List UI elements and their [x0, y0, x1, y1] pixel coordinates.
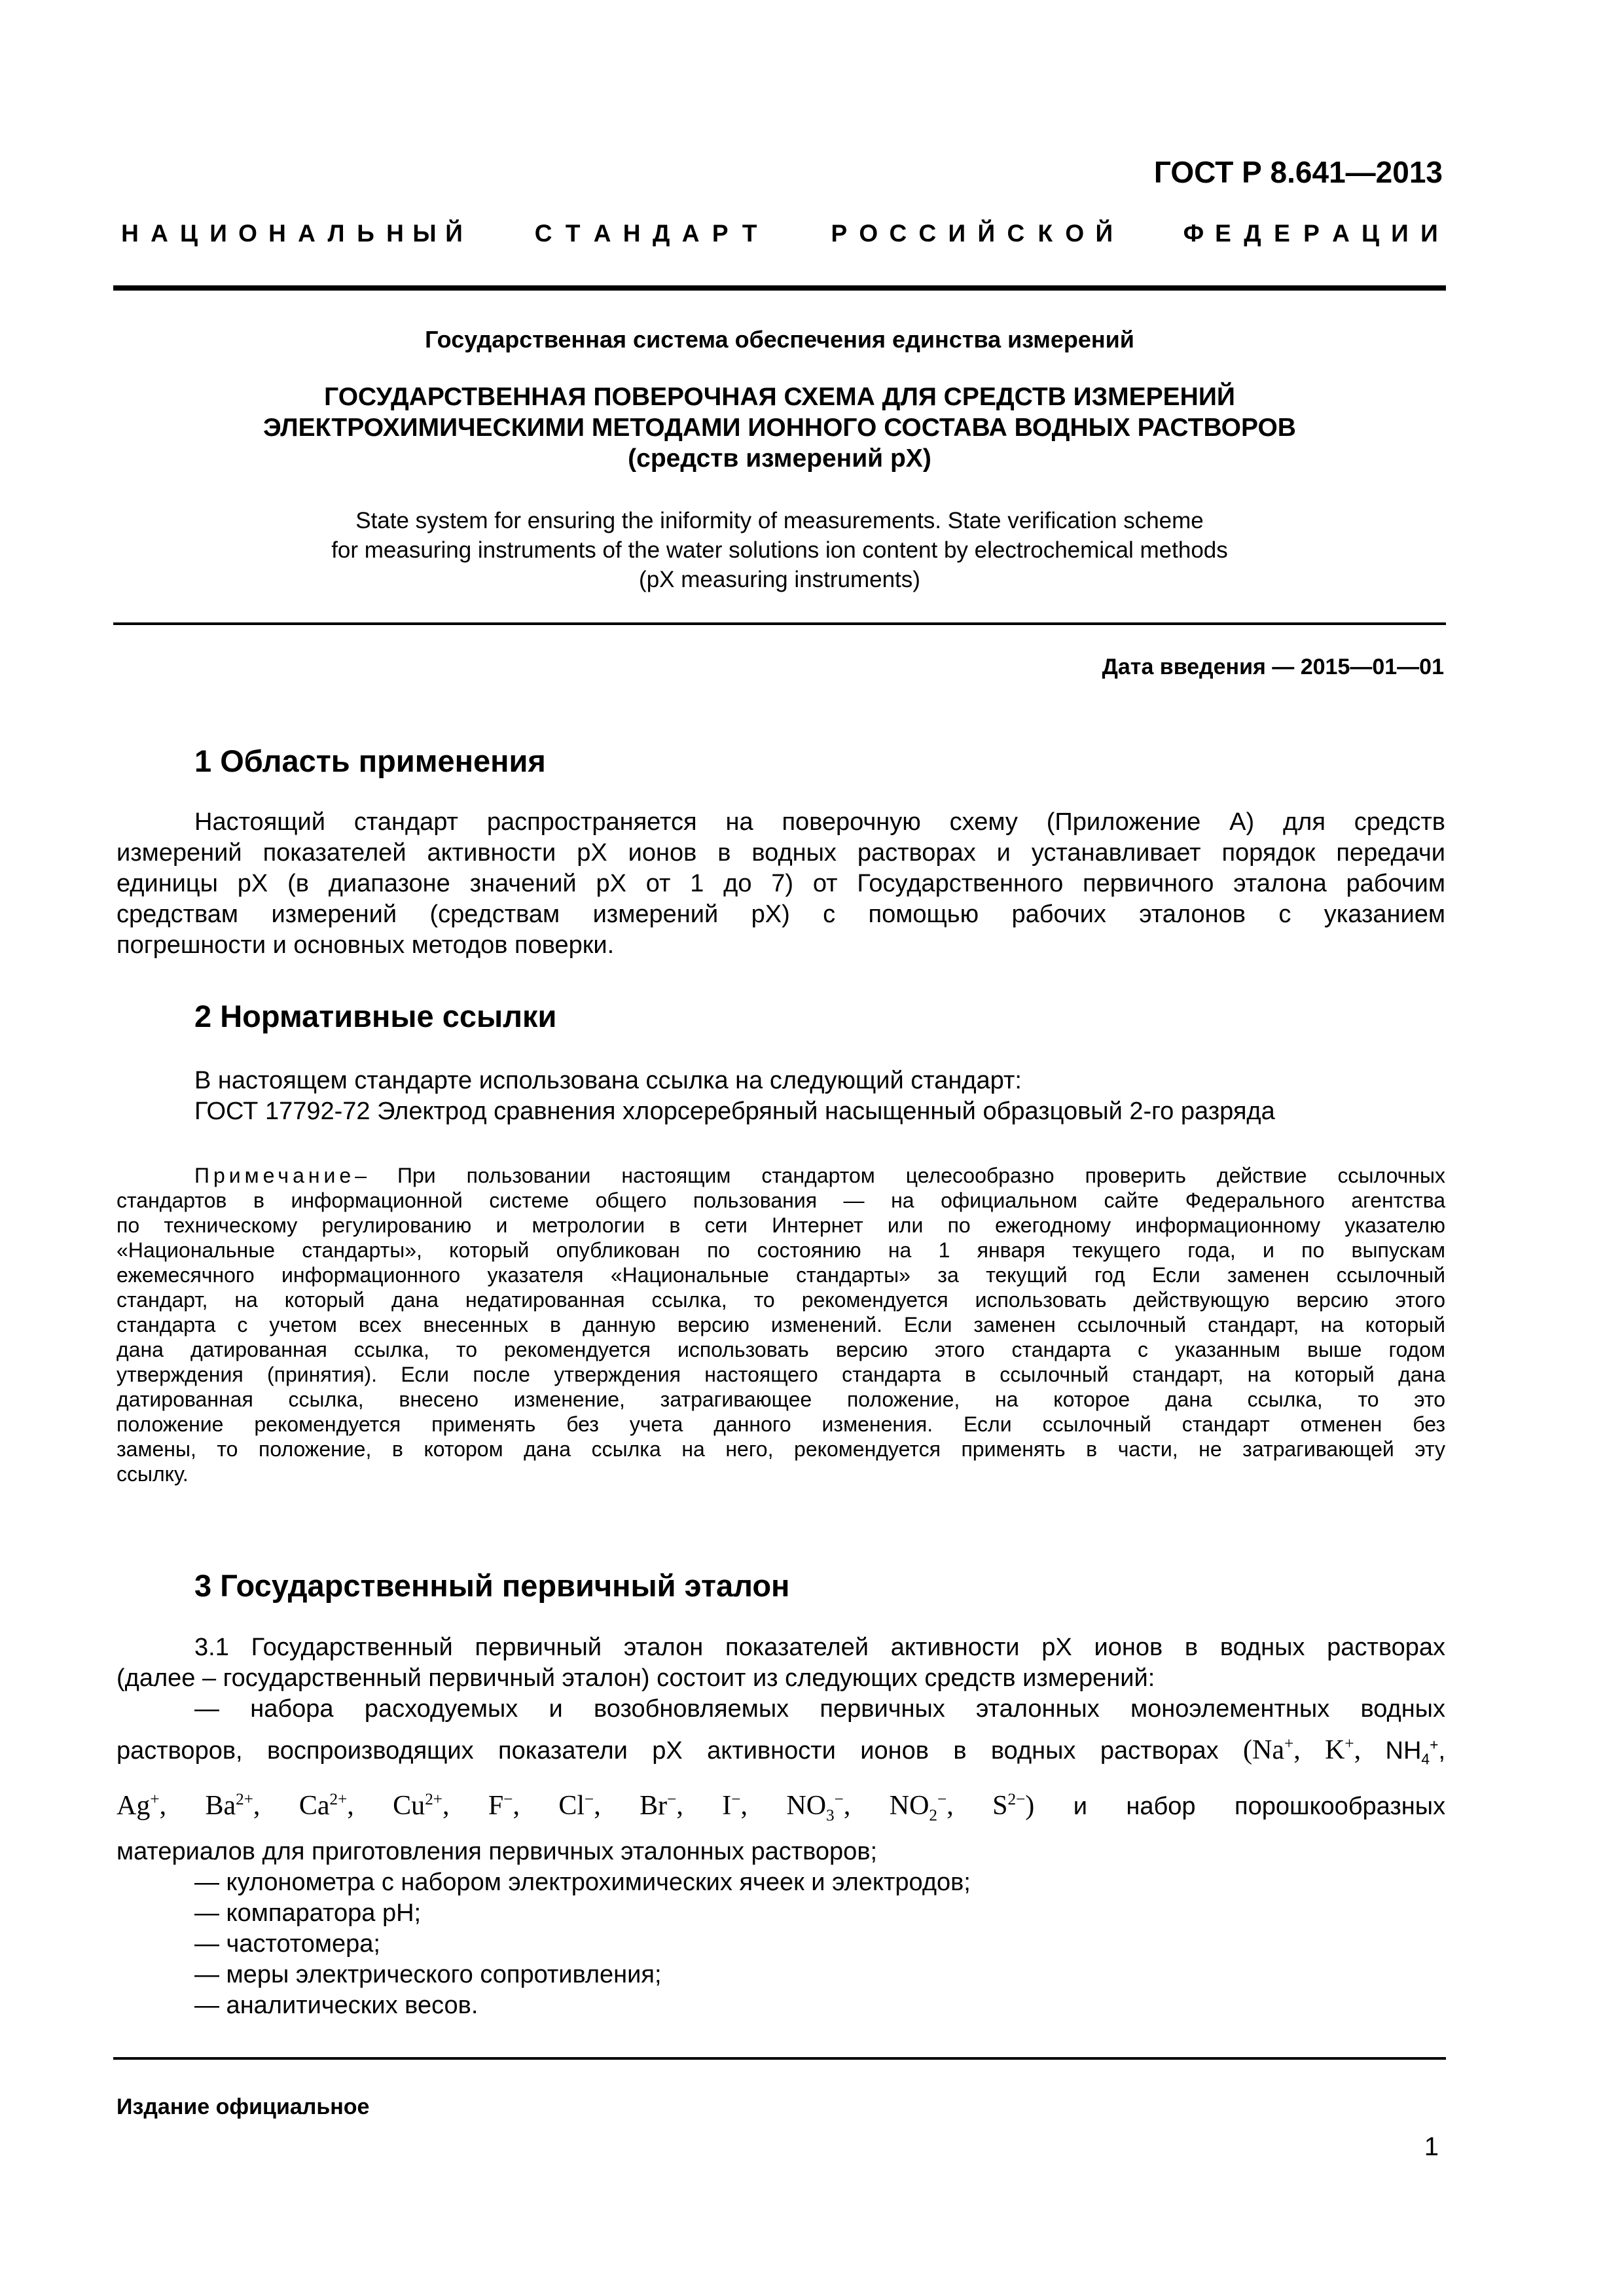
banner-letter: И	[209, 220, 227, 247]
note-line: стандарта с учетом всех внесенных в данную версию изменений. Если заменен ссылочный стандарт, на который	[117, 1313, 1445, 1336]
section-1-heading: 1 Область применения	[194, 744, 546, 778]
note-line: ссылку.	[117, 1462, 189, 1486]
paragraph-line: погрешности и основных методов поверки.	[117, 931, 615, 959]
banner-letter: Т	[742, 220, 757, 247]
list-item-line: материалов для приготовления первичных эталонных растворов;	[117, 1837, 878, 1865]
banner-letter: А	[151, 220, 168, 247]
note-line: замены, то положение, в котором дана ссылка на него, рекомендуется применять в части, не затрагивающей эту	[117, 1437, 1445, 1461]
normative-note	[117, 1163, 1445, 1486]
main-title-line: ГОСУДАРСТВЕННАЯ ПОВЕРОЧНАЯ СХЕМА ДЛЯ СРЕДСТВ ИЗМЕРЕНИЙ	[324, 383, 1235, 411]
english-title	[113, 506, 1446, 594]
page-number: 1	[1424, 2132, 1439, 2161]
banner-letter: Ы	[412, 220, 437, 247]
section-3-paragraph	[117, 1632, 1445, 2021]
ion-ca: Ca	[298, 1790, 330, 1821]
paragraph-line: В настоящем стандарте использована ссылка на следующий стандарт:	[194, 1067, 1022, 1094]
standard-banner	[115, 220, 1444, 247]
banner-letter: Т	[565, 220, 581, 247]
english-title-line: State system for ensuring the iniformity of measurements. State verification scheme	[355, 508, 1204, 533]
banner-letter: О	[1065, 220, 1085, 247]
list-item: — частотомера;	[194, 1929, 380, 1958]
note-line: положение рекомендуется применять без учета данного изменения. Если ссылочный стандарт отменен без	[117, 1412, 1445, 1436]
ion-charge: +	[150, 1790, 160, 1808]
note-line: ежемесячного информационного указателя «Национальные стандарты» за текущий год Если заменен ссылочный	[117, 1263, 1445, 1287]
list-item-line	[117, 1779, 1445, 1837]
ion-charge: +	[1284, 1735, 1294, 1753]
ion-charge: −	[834, 1790, 844, 1808]
banner-letter: И	[1391, 220, 1409, 247]
banner-word-4	[1179, 220, 1444, 247]
banner-letter: О	[238, 220, 257, 247]
ion-charge: +	[1344, 1735, 1354, 1753]
ions-intro-text: растворов, воспроизводящих показатели pX активности ионов в водных растворах	[117, 1737, 1219, 1765]
ion-formula-list-cont: Ag+, $Ba^{2+}$, $Ca^{2+}$, $Cu^{2+}$, F−, Cl−, Br−, I−, $NO_3^-$, $NO_2^-$, $S^{2-}$)	[117, 1790, 1035, 1824]
ions-tail-text: и набор порошкообразных	[1073, 1792, 1446, 1820]
banner-letter: О	[859, 220, 878, 247]
banner-letter: А	[681, 220, 700, 247]
ion-charge: −	[731, 1790, 741, 1808]
ion-br: Br	[640, 1790, 668, 1821]
title-divider	[113, 622, 1446, 625]
banner-letter: Н	[268, 220, 286, 247]
banner-letter: Ц	[1361, 220, 1379, 247]
banner-letter: А	[1332, 220, 1350, 247]
section-2-paragraph	[117, 1066, 1445, 1127]
banner-letter: Ь	[357, 220, 374, 247]
footer-divider	[113, 2057, 1446, 2060]
banner-letter: А	[593, 220, 611, 247]
ion-na: Na	[1252, 1735, 1285, 1765]
note-line: дана датированная ссылка, то рекомендуется использовать версию этого стандарта с указанным выше годом	[117, 1338, 1445, 1361]
ion-symbol: NH	[1385, 1737, 1422, 1765]
note-line: стандарт, на который дана недатированная ссылка, то рекомендуется использовать действующую версию этого	[117, 1288, 1445, 1312]
list-item: — кулонометра с набором электрохимических ячеек и электродов;	[194, 1868, 971, 1896]
paragraph-line: единицы pX (в диапазоне значений pX от 1 до 7) от Государственного первичного эталона рабочим	[117, 870, 1445, 897]
ion-nh4	[1385, 1736, 1439, 1768]
ion-charge: −	[503, 1790, 513, 1808]
system-title: Государственная система обеспечения единства измерений	[425, 326, 1134, 353]
banner-word-3	[824, 220, 1119, 247]
english-title-line: (pX measuring instruments)	[639, 567, 920, 592]
section-3-heading: 3 Государственный первичный эталон	[194, 1568, 790, 1603]
paragraph-line: ГОСТ 17792-72 Электрод сравнения хлорсеребряный насыщенный образцовый 2-го разряда	[194, 1098, 1275, 1125]
introduction-date: Дата введения — 2015—01—01	[1102, 655, 1444, 679]
paragraph-line: измерений показателей активности pX ионов в водных растворах и устанавливает порядок передачи	[117, 839, 1445, 867]
banner-letter: И	[1420, 220, 1438, 247]
paragraph-line: (далее – государственный первичный эталон) состоит из следующих средств измерений:	[117, 1664, 1155, 1692]
banner-letter: Й	[445, 220, 463, 247]
ion-f: F	[488, 1790, 504, 1821]
note-line: датированная ссылка, внесено изменение, затрагивающее положение, на которое дана ссылка, то это	[117, 1388, 1445, 1411]
banner-word-2	[529, 220, 765, 247]
ion-charge: 2+	[425, 1790, 442, 1808]
ion-subscript: 4	[1421, 1750, 1430, 1768]
banner-letter: Д	[1244, 220, 1261, 247]
banner-word-1	[115, 220, 469, 247]
banner-letter: Л	[327, 220, 345, 247]
ion-cl: Cl	[558, 1790, 585, 1821]
ion-ag: Ag	[117, 1790, 151, 1821]
ion-formula-list: (Na+, K+,	[1243, 1735, 1362, 1765]
list-item-line: растворов, воспроизводящих показатели pX активности ионов в водных растворах (Na+, K+, $NH_4^+$,	[117, 1735, 1445, 1768]
banner-letter: Д	[652, 220, 670, 247]
ion-charge: −	[667, 1790, 677, 1808]
ion-ba: Ba	[205, 1790, 236, 1821]
banner-letter: Е	[1274, 220, 1290, 247]
ion-k: K	[1325, 1735, 1345, 1765]
banner-letter: С	[918, 220, 937, 247]
ion-i: I	[722, 1790, 732, 1821]
note-line: «Национальные стандарты», который опубликован по состоянию на 1 января текущего года, и по выпускам	[117, 1238, 1445, 1262]
paragraph-line: Настоящий стандарт распространяется на поверочную схему (Приложение А) для средств	[194, 808, 1445, 836]
english-title-line: for measuring instruments of the water solutions ion content by electrochemical methods	[331, 537, 1228, 563]
note-label: Примечание	[194, 1164, 355, 1187]
banner-letter: С	[889, 220, 907, 247]
ion-s: S	[992, 1790, 1008, 1821]
main-title-line: ЭЛЕКТРОХИМИЧЕСКИМИ МЕТОДАМИ ИОННОГО СОСТАВА ВОДНЫХ РАСТВОРОВ	[263, 414, 1296, 442]
ion-charge: 2+	[329, 1790, 348, 1808]
ion-no2: NO	[889, 1790, 929, 1821]
ion-charge: −	[585, 1790, 594, 1808]
note-line	[117, 1163, 1445, 1188]
list-item: — аналитических весов.	[194, 1991, 478, 2019]
ion-cu: Cu	[393, 1790, 425, 1821]
section-1-paragraph	[117, 807, 1445, 961]
ion-charge: −	[937, 1790, 947, 1808]
banner-letter: Н	[623, 220, 641, 247]
list-item-line: — набора расходуемых и возобновляемых первичных эталонных моноэлементных водных	[194, 1695, 1445, 1723]
ion-charge: 2+	[236, 1790, 253, 1808]
top-divider	[113, 285, 1446, 291]
banner-letter: С	[1007, 220, 1025, 247]
note-text: – При пользовании настоящим стандартом целесообразно проверить действие ссылочных	[355, 1164, 1445, 1187]
banner-letter: Р	[712, 220, 729, 247]
note-line: утверждения (принятия). Если после утверждения настоящего стандарта в ссылочный стандарт, на который дана	[117, 1363, 1445, 1386]
banner-letter: Ц	[179, 220, 198, 247]
banner-letter: И	[948, 220, 966, 247]
main-title-line: (средств измерений pX)	[628, 444, 931, 473]
ion-no3: NO	[786, 1790, 827, 1821]
banner-letter: Е	[1215, 220, 1231, 247]
note-line: по техническому регулированию и метрологии в сети Интернет или по ежегодному информационному указателю	[117, 1213, 1445, 1237]
main-title	[113, 382, 1446, 474]
banner-letter: А	[298, 220, 316, 247]
banner-letter: Р	[1303, 220, 1320, 247]
banner-letter: Ф	[1183, 220, 1204, 247]
paragraph-line: средствам измерений (средствам измерений pX) с помощью рабочих эталонов с указанием	[117, 901, 1445, 928]
list-item: — меры электрического сопротивления;	[194, 1960, 662, 1988]
banner-letter: К	[1038, 220, 1053, 247]
list-item: — компаратора pH;	[194, 1899, 422, 1927]
banner-letter: Й	[1095, 220, 1113, 247]
section-2-heading: 2 Нормативные ссылки	[194, 999, 557, 1033]
ion-charge: +	[1430, 1736, 1439, 1753]
ion-charge: 2−	[1007, 1790, 1026, 1808]
ion-subscript: 3	[826, 1806, 835, 1824]
document-number: ГОСТ Р 8.641—2013	[1153, 155, 1443, 189]
paragraph-line: 3.1 Государственный первичный эталон показателей активности pX ионов в водных растворах	[194, 1634, 1445, 1661]
official-edition-label: Издание официальное	[117, 2094, 370, 2119]
banner-letter: Й	[977, 220, 996, 247]
banner-letter: Н	[386, 220, 404, 247]
banner-letter: Р	[831, 220, 848, 247]
note-line: стандартов в информационной системе общего пользования — на официальном сайте Федерального агентства	[117, 1189, 1445, 1212]
ion-subscript: 2	[929, 1806, 938, 1824]
banner-letter: С	[534, 220, 552, 247]
banner-letter: Н	[121, 220, 139, 247]
